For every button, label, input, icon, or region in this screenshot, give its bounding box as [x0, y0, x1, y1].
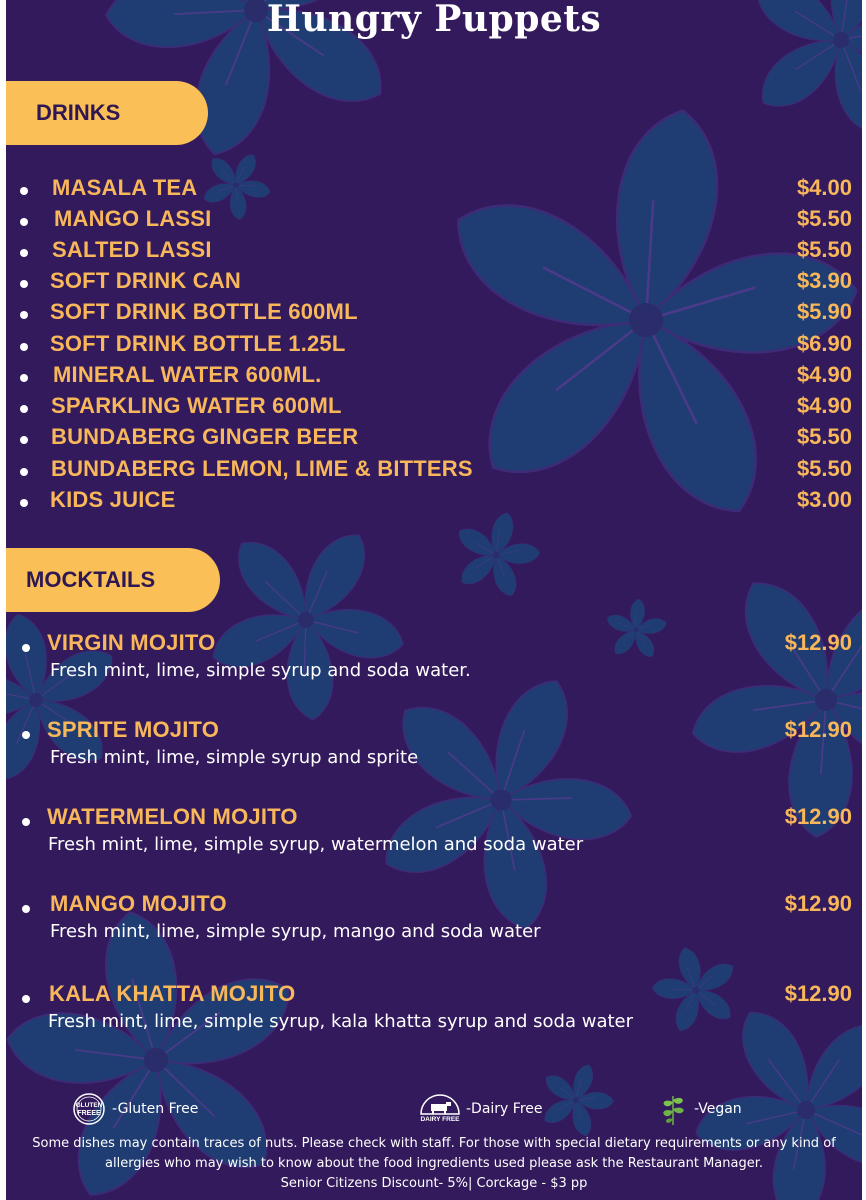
drink-name: BUNDABERG GINGER BEER: [51, 424, 359, 449]
bullet-icon: [22, 995, 30, 1003]
legend-gluten-free: [70, 1092, 198, 1126]
legend-dairy-free-label: -Dairy Free: [466, 1101, 543, 1117]
mocktails-heading: MOCKTAILS: [6, 548, 220, 612]
bullet-icon: [22, 731, 30, 739]
drink-item: [6, 206, 862, 236]
svg-text:GLUTEN: GLUTEN: [75, 1102, 103, 1109]
drink-item: [6, 331, 862, 361]
drink-price: $5.50: [796, 206, 852, 231]
drink-name: MASALA TEA: [52, 175, 198, 200]
svg-text:DAIRY FREE: DAIRY FREE: [420, 1116, 460, 1123]
mocktail-price: $12.90: [784, 981, 852, 1006]
mocktail-item: [6, 804, 862, 866]
bullet-icon: [20, 436, 28, 444]
bullet-icon: [20, 218, 28, 226]
discount-note: Senior Citizens Discount- 5%| Corckage - $3 pp: [280, 1176, 588, 1191]
mocktail-item: [6, 891, 862, 953]
bullet-icon: [20, 405, 28, 413]
mocktail-description: Fresh mint, lime, simple syrup and sprite: [50, 747, 419, 768]
drink-price: $5.50: [796, 237, 852, 262]
leaf-icon: [658, 1092, 690, 1126]
svg-text:FREEE: FREEE: [77, 1110, 101, 1117]
legend-dairy-free: [418, 1092, 543, 1126]
drink-name: SOFT DRINK CAN: [50, 268, 242, 293]
bullet-icon: [20, 499, 28, 507]
allergy-note-line: allergies who may wish to know about the food ingredients used please ask the Restaurant Manager.: [105, 1156, 763, 1171]
mocktail-name: VIRGIN MOJITO: [47, 630, 216, 655]
bullet-icon: [20, 343, 28, 351]
footer-notice: [6, 1134, 862, 1194]
bullet-icon: [22, 905, 30, 913]
drink-item: [6, 299, 862, 329]
drink-name: MINERAL WATER 600ML.: [53, 362, 322, 387]
mocktail-name: WATERMELON MOJITO: [47, 804, 298, 829]
mocktail-item: [6, 981, 862, 1043]
mocktail-item: [6, 717, 862, 779]
bullet-icon: [20, 374, 28, 382]
drink-item: [6, 237, 862, 267]
mocktail-price: $12.90: [784, 804, 852, 829]
gluten-free-icon: [70, 1092, 108, 1126]
drink-name: SPARKLING WATER 600ML: [51, 393, 342, 418]
drink-item: [6, 393, 862, 423]
drink-item: [6, 424, 862, 454]
mocktail-item: [6, 630, 862, 692]
mocktail-price: $12.90: [784, 717, 852, 742]
drink-name: KIDS JUICE: [50, 487, 176, 512]
drink-price: $5.50: [796, 424, 852, 449]
legend-gluten-free-label: -Gluten Free: [112, 1101, 199, 1117]
bullet-icon: [22, 644, 30, 652]
menu-page: [6, 0, 862, 1200]
allergy-note-line: Some dishes may contain traces of nuts. Please check with staff. For those with special dietary requirements or any kind of: [32, 1136, 836, 1151]
legend-vegan: [658, 1092, 742, 1126]
drink-name: SOFT DRINK BOTTLE 600ML: [50, 299, 358, 324]
mocktail-name: MANGO MOJITO: [50, 891, 227, 916]
mocktail-name: SPRITE MOJITO: [47, 717, 220, 742]
drink-price: $5.90: [796, 299, 852, 324]
drink-price: $3.90: [796, 268, 852, 293]
drink-item: [6, 268, 862, 298]
mocktail-description: Fresh mint, lime, simple syrup and soda water.: [50, 660, 471, 681]
dietary-legend: [6, 1092, 862, 1122]
mocktail-price: $12.90: [784, 891, 852, 916]
bullet-icon: [20, 249, 28, 257]
restaurant-title: Hungry Puppets: [266, 0, 602, 40]
drinks-heading: DRINKS: [6, 81, 208, 145]
mocktail-description: Fresh mint, lime, simple syrup, kala khatta syrup and soda water: [48, 1011, 634, 1032]
drink-name: SALTED LASSI: [52, 237, 212, 262]
legend-vegan-label: -Vegan: [694, 1101, 742, 1117]
bullet-icon: [20, 280, 28, 288]
drink-price: $3.00: [796, 487, 852, 512]
drink-price: $5.50: [796, 456, 852, 481]
drink-price: $4.90: [796, 362, 852, 387]
drink-item: [6, 175, 862, 205]
mocktail-price: $12.90: [784, 630, 852, 655]
mocktail-name: KALA KHATTA MOJITO: [49, 981, 296, 1006]
drink-price: $4.90: [796, 393, 852, 418]
drink-price: $4.00: [796, 175, 852, 200]
drink-item: [6, 362, 862, 392]
dairy-free-icon: [418, 1092, 462, 1126]
drink-name: MANGO LASSI: [54, 206, 212, 231]
drink-name: SOFT DRINK BOTTLE 1.25L: [50, 331, 346, 356]
bullet-icon: [20, 187, 28, 195]
bullet-icon: [20, 468, 28, 476]
drink-item: [6, 456, 862, 486]
drink-item: [6, 487, 862, 517]
drink-name: BUNDABERG LEMON, LIME & BITTERS: [51, 456, 473, 481]
drink-price: $6.90: [796, 331, 852, 356]
mocktail-description: Fresh mint, lime, simple syrup, watermelon and soda water: [48, 834, 584, 855]
bullet-icon: [22, 818, 30, 826]
mocktail-description: Fresh mint, lime, simple syrup, mango and soda water: [50, 921, 541, 942]
bullet-icon: [20, 311, 28, 319]
